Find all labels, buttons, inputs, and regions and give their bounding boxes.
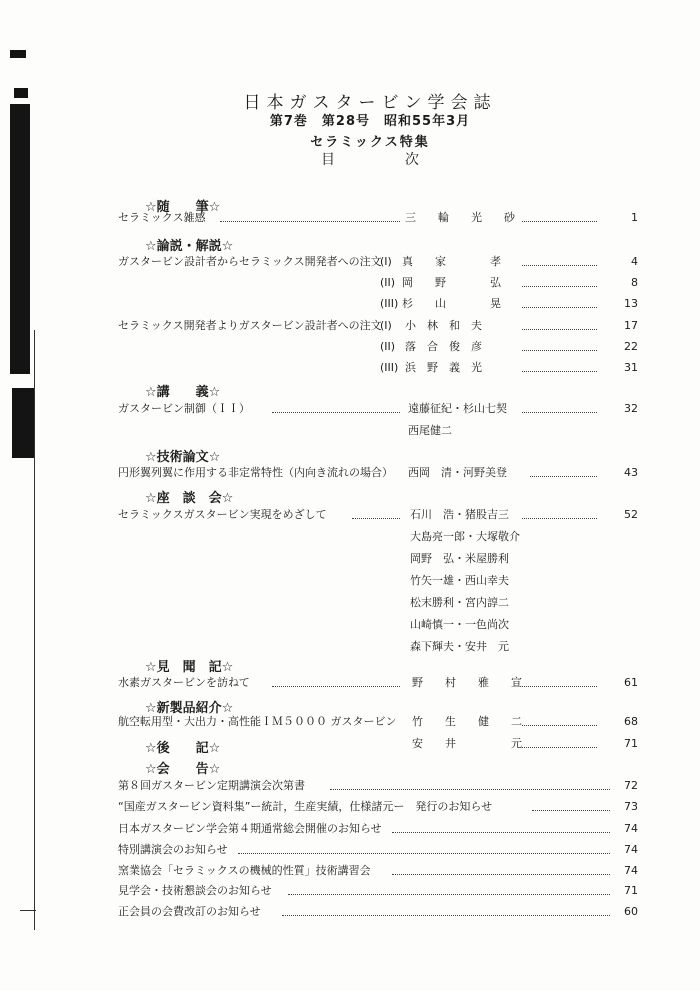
journal-title: 日本ガスタービン学会誌 xyxy=(243,93,497,113)
entry-author: 野 村 雅 宣 xyxy=(412,676,522,689)
entry-title: 窯業協会「セラミックスの機械的性質」技術講習会 xyxy=(118,864,371,877)
entry-author: 杉 山 晃 xyxy=(402,297,501,310)
entry-part: (III) xyxy=(380,361,399,374)
contents-label-1: 目 xyxy=(321,152,335,168)
leader-dots xyxy=(522,350,597,351)
contents-label-2: 次 xyxy=(405,152,419,168)
entry-author: 三 輪 光 砂 xyxy=(405,211,515,224)
entry-author: 西岡 清・河野美登 xyxy=(408,466,507,479)
leader-dots xyxy=(272,412,400,413)
roundtable-author: 大島亮一郎・大塚敬介 xyxy=(410,530,520,543)
entry-page: 22 xyxy=(624,340,638,353)
roundtable-author: 岡野 弘・米屋勝利 xyxy=(410,552,509,565)
entry-page: 8 xyxy=(631,276,638,289)
toc-entry[interactable] xyxy=(0,316,700,336)
toc-entry[interactable] xyxy=(0,208,700,228)
issue-line: 第7巻 第28号 昭和55年3月 xyxy=(269,114,471,129)
entry-page: 43 xyxy=(624,466,638,479)
section-tech-paper: ☆技術論文☆ xyxy=(145,450,221,465)
leader-dots xyxy=(220,221,400,222)
entry-title: 航空転用型・大出力・高性能ＩＭ５０００ ガスタービン xyxy=(118,715,397,728)
entry-title: セラミックス雑感 xyxy=(118,211,206,224)
leader-dots xyxy=(330,789,610,790)
toc-entry[interactable] xyxy=(0,712,700,732)
entry-part: (II) xyxy=(380,340,396,353)
leader-dots xyxy=(522,286,597,287)
special-feature-title: セラミックス特集 xyxy=(310,135,430,150)
toc-entry[interactable] xyxy=(0,463,700,483)
leader-dots xyxy=(392,874,610,875)
notice-entry[interactable] xyxy=(0,797,700,817)
entry-author: 小 林 和 夫 xyxy=(405,319,482,332)
entry-author: 真 家 孝 xyxy=(402,255,501,268)
entry-author: 石川 浩・猪股吉三 xyxy=(410,508,509,521)
entry-page: 74 xyxy=(624,822,638,835)
entry-title: 見学会・技術懇談会のお知らせ xyxy=(118,884,272,897)
notice-entry[interactable] xyxy=(0,881,700,901)
entry-page: 71 xyxy=(624,884,638,897)
entry-page: 73 xyxy=(624,800,638,813)
entry-title: ガスタービン設計者からセラミックス開発者への注文 xyxy=(118,255,382,268)
notice-entry[interactable] xyxy=(0,861,700,881)
leader-dots xyxy=(532,810,610,811)
entry-author-continued: 西尾健二 xyxy=(408,424,452,437)
contents-heading xyxy=(20,149,700,169)
entry-title: セラミックス開発者よりガスタービン設計者への注文 xyxy=(118,319,382,332)
toc-entry[interactable] xyxy=(0,734,700,754)
section-roundtable: ☆座 談 会☆ xyxy=(145,491,234,506)
section-new-product: ☆新製品紹介☆ xyxy=(145,701,234,716)
toc-entry[interactable] xyxy=(0,358,700,378)
section-notice: ☆会 告☆ xyxy=(145,762,221,777)
leader-dots xyxy=(238,853,610,854)
roundtable-author: 竹矢一雄・西山幸夫 xyxy=(410,574,509,587)
section-review: ☆論説・解説☆ xyxy=(145,239,234,254)
entry-author: 落 合 俊 彦 xyxy=(405,340,482,353)
leader-dots xyxy=(522,747,597,748)
toc-entry[interactable] xyxy=(0,294,700,314)
entry-title: 正会員の会費改訂のお知らせ xyxy=(118,905,261,918)
roundtable-author: 森下輝夫・安井 元 xyxy=(410,640,509,653)
entry-title: 水素ガスタービンを訪ねて xyxy=(118,676,250,689)
entry-title: “国産ガスタービン資料集”ー統計，生産実績，仕様諸元ー 発行のお知らせ xyxy=(118,800,493,813)
leader-dots xyxy=(522,412,597,413)
entry-author: 竹 生 健 二 xyxy=(412,715,522,728)
leader-dots xyxy=(392,832,610,833)
entry-part: (III) xyxy=(380,297,399,310)
toc-entry[interactable] xyxy=(0,399,700,419)
roundtable-author: 山崎慎一・一色尚次 xyxy=(410,618,509,631)
leader-dots xyxy=(522,518,597,519)
toc-entry[interactable] xyxy=(0,252,700,272)
notice-entry[interactable] xyxy=(0,776,700,796)
leader-dots xyxy=(272,686,400,687)
entry-title: セラミックスガスタービン実現をめざして xyxy=(118,508,327,521)
entry-title: 円形翼列翼に作用する非定常特性（内向き流れの場合） xyxy=(118,466,393,479)
toc-entry[interactable] xyxy=(0,337,700,357)
entry-page: 68 xyxy=(624,715,638,728)
leader-dots xyxy=(288,894,610,895)
leader-dots xyxy=(522,329,597,330)
leader-dots xyxy=(282,915,610,916)
entry-page: 74 xyxy=(624,864,638,877)
toc-entry[interactable] xyxy=(0,505,700,525)
leader-dots xyxy=(522,307,597,308)
section-observation: ☆見 聞 記☆ xyxy=(145,660,234,675)
notice-entry[interactable] xyxy=(0,840,700,860)
entry-page: 17 xyxy=(624,319,638,332)
leader-dots xyxy=(352,518,400,519)
entry-page: 71 xyxy=(624,737,638,750)
entry-part: (II) xyxy=(380,276,396,289)
notice-entry[interactable] xyxy=(0,819,700,839)
entry-page: 13 xyxy=(624,297,638,310)
leader-dots xyxy=(522,265,597,266)
entry-author: 岡 野 弘 xyxy=(402,276,501,289)
entry-page: 60 xyxy=(624,905,638,918)
section-afterword: ☆後 記☆ xyxy=(145,741,221,756)
entry-title: 日本ガスタービン学会第４期通常総会開催のお知らせ xyxy=(118,822,382,835)
leader-dots xyxy=(522,371,597,372)
entry-author: 安 井 元 xyxy=(412,737,522,750)
entry-page: 61 xyxy=(624,676,638,689)
entry-author: 浜 野 義 光 xyxy=(405,361,482,374)
entry-page: 52 xyxy=(624,508,638,521)
leader-dots xyxy=(522,686,597,687)
entry-title: 第８回ガスタービン定期講演会次第書 xyxy=(118,779,305,792)
entry-page: 4 xyxy=(631,255,638,268)
leader-dots xyxy=(522,221,597,222)
entry-page: 74 xyxy=(624,843,638,856)
entry-part: (I) xyxy=(380,255,392,268)
entry-title: ガスタービン制御（ＩＩ） xyxy=(118,402,250,415)
toc-entry[interactable] xyxy=(0,673,700,693)
entry-title: 特別講演会のお知らせ xyxy=(118,843,228,856)
section-essay: ☆随 筆☆ xyxy=(145,200,221,215)
section-lecture: ☆講 義☆ xyxy=(145,385,221,400)
entry-part: (I) xyxy=(380,319,392,332)
leader-dots xyxy=(522,725,597,726)
entry-page: 32 xyxy=(624,402,638,415)
toc-entry[interactable] xyxy=(0,273,700,293)
entry-page: 72 xyxy=(624,779,638,792)
roundtable-author: 松末勝利・宮内諄二 xyxy=(410,596,509,609)
entry-author: 遠藤征紀・杉山七契 xyxy=(408,402,507,415)
entry-page: 31 xyxy=(624,361,638,374)
notice-entry[interactable] xyxy=(0,902,700,922)
entry-page: 1 xyxy=(631,211,638,224)
leader-dots xyxy=(530,476,597,477)
